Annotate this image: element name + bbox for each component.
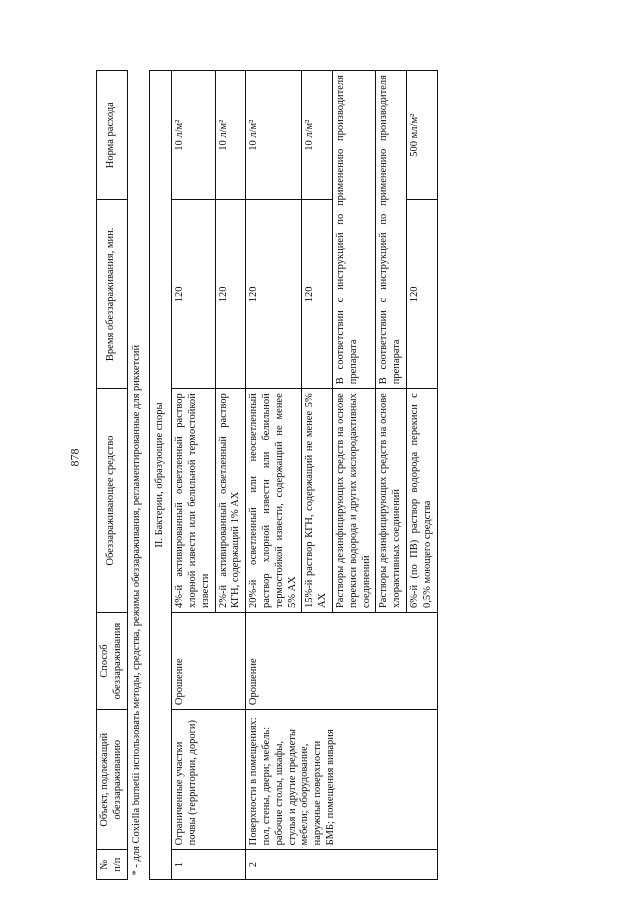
disinfection-table — [96, 70, 438, 880]
header-object: Объект, подлежащий обеззараживанию — [97, 710, 128, 850]
header-agent: Обеззараживающее средство — [97, 389, 128, 613]
header-norm: Норма расхода — [97, 71, 128, 200]
row-time: 120 — [406, 200, 437, 389]
section-title: II. Бактерии, образующие споры — [150, 71, 172, 880]
row-time: 120 — [172, 200, 215, 389]
row-agent: 20%-й осветленный или неосветленный раствор хлорной извести или белильной термостойкой извести, содержащий не менее 5% АХ — [246, 389, 302, 613]
row-num: 2 — [246, 850, 437, 880]
row-agent: 2%-й активированный осветленный раствор КГН, содержащий 1% АХ — [215, 389, 246, 613]
note-row — [127, 71, 150, 880]
row-norm: 10 л/м² — [246, 71, 302, 200]
row-num: 1 — [172, 850, 246, 880]
header-method: Способ обеззараживания — [97, 613, 128, 710]
header-num: № п/п — [97, 850, 128, 880]
row-norm: 10 л/м² — [302, 71, 333, 200]
header-row — [97, 71, 128, 880]
section-row — [150, 71, 172, 880]
row-instruction-note: В соответствии с инструкцией по применению производителя препарата — [332, 71, 375, 389]
rotated-table-container — [96, 70, 544, 880]
note-text: * - для Coxiella burnetii использовать методы, средства, режимы обеззараживания, регламентированные для риккетсий — [127, 71, 150, 880]
row-norm: 500 мл/м² — [406, 71, 437, 200]
row-instruction-note: В соответствии с инструкцией по применению производителя препарата — [376, 71, 407, 389]
table-row — [172, 71, 215, 880]
header-time: Время обеззараживания, мин. — [97, 200, 128, 389]
table-row — [246, 71, 302, 880]
row-method: Орошение — [172, 613, 246, 710]
row-object: Поверхности в помещениях: пол, стены, двери; мебель: рабочие столы, шкафы, стулья и другие предметы мебели; оборудование, наружные поверхности БМБ; помещения вивария — [246, 710, 437, 850]
row-agent: Растворы дезинфицирующих средств на основе перекиси водорода и других кислородактивных соединений — [332, 389, 375, 613]
row-object: Ограниченные участки почвы (территории, дороги) — [172, 710, 246, 850]
page-number: 878 — [67, 448, 82, 467]
row-time: 120 — [246, 200, 302, 389]
row-agent: 15%-й раствор КГН, содержащий не менее 5% АХ — [302, 389, 333, 613]
row-time: 120 — [302, 200, 333, 389]
row-time: 120 — [215, 200, 246, 389]
row-norm: 10 л/м² — [172, 71, 215, 200]
row-agent: 4%-й активированный осветленный раствор хлорной извести или белильной термостойкой извести — [172, 389, 215, 613]
row-norm: 10 л/м² — [215, 71, 246, 200]
row-agent: Растворы дезинфицирующих средств на основе хлорактивных соединений — [376, 389, 407, 613]
row-method: Орошение — [246, 613, 437, 710]
row-agent: 6%-й (по ПВ) раствор водорода перекиси с 0,5% моющего средства — [406, 389, 437, 613]
